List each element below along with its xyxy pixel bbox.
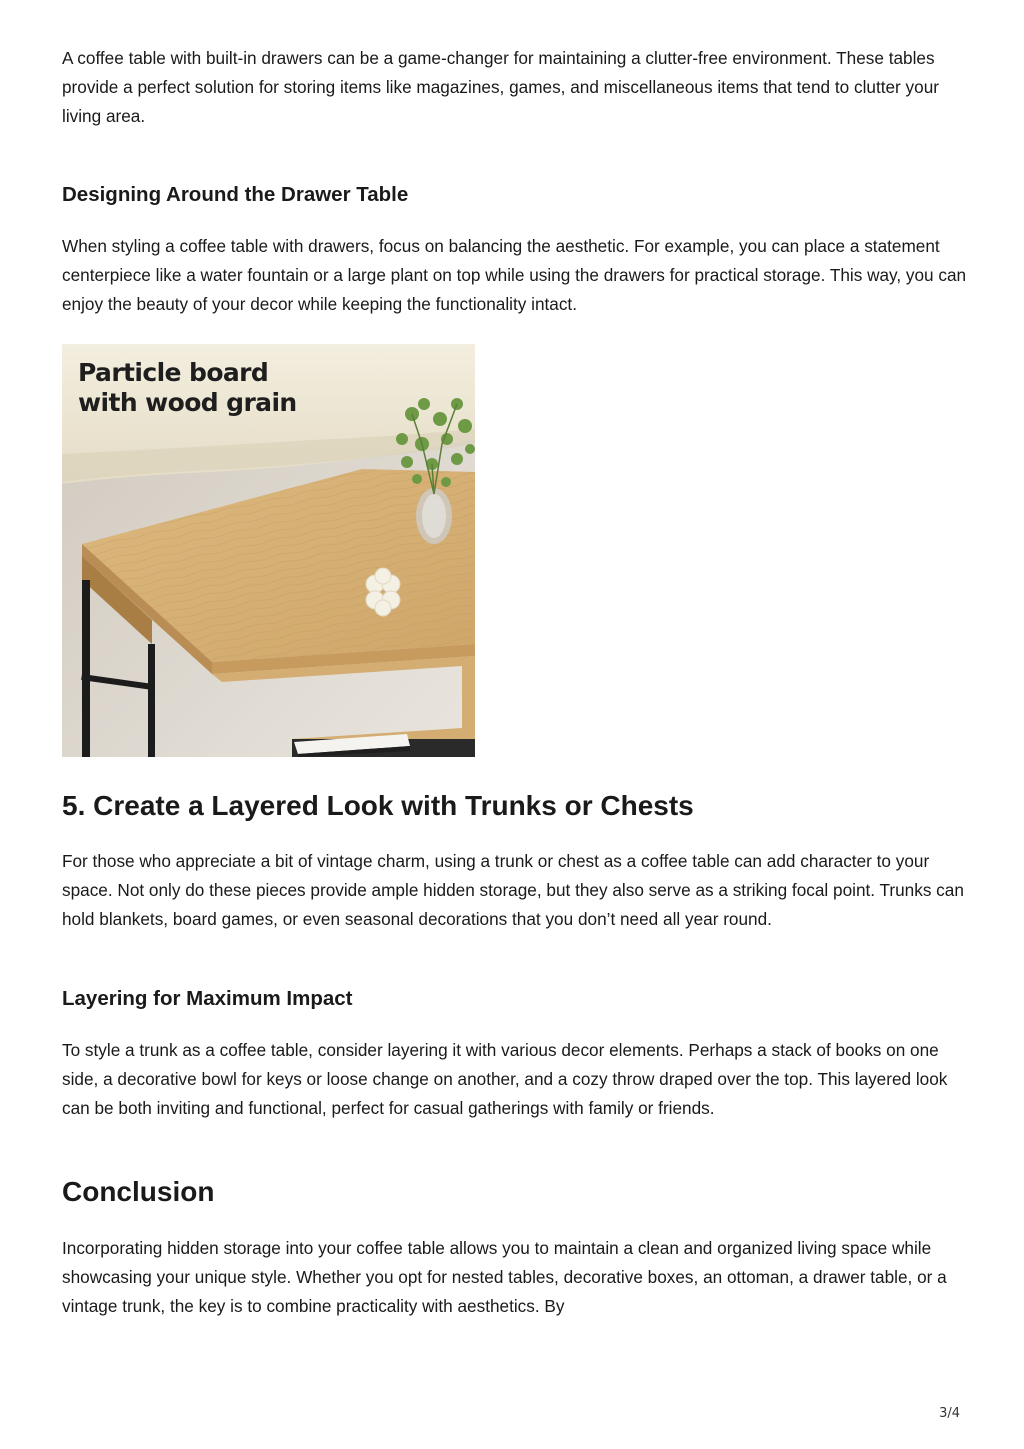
trunks-section-paragraph: For those who appreciate a bit of vintage charm, using a trunk or chest as a coffee table can add character to your space. Not only do these pieces provide ample hidden storage, but they also serve as a striking focal point. Trunks can hold blankets, board games, or even seasonal decorations that you don’t need all year round. — [62, 851, 964, 929]
conclusion-heading: Conclusion — [62, 1176, 215, 1207]
conclusion-paragraph: Incorporating hidden storage into your coffee table allows you to maintain a clean and organized living space while showcasing your unique style. Whether you opt for nested tables, decorative boxes, an ottoman, a drawer table, or a vintage trunk, the key is to combine practicality with aesthetics. By — [62, 1238, 947, 1316]
intro-paragraph: A coffee table with built-in drawers can be a game-changer for maintaining a clutter-free environment. These tables provide a perfect solution for storing items like magazines, games, and miscellaneous items that tend to clutter your living area. — [62, 48, 939, 126]
trunks-section-heading: 5. Create a Layered Look with Trunks or Chests — [62, 790, 694, 821]
drawer-section-paragraph: When styling a coffee table with drawers, focus on balancing the aesthetic. For example, you can place a statement centerpiece like a water fountain or a large plant on top while using the drawers for practical storage. This way, you can enjoy the beauty of your decor while keeping the functionality intact. — [62, 236, 967, 314]
image-caption: Particle board with wood grain — [78, 358, 297, 417]
layering-section-paragraph: To style a trunk as a coffee table, consider layering it with various decor elements. Perhaps a stack of books on one side, a decorative bowl for keys or loose change on another, and a cozy throw draped over the top. This layered look can be both inviting and functional, perfect for casual gatherings with family or friends. — [62, 1040, 948, 1118]
page-number: 3/4 — [939, 1406, 960, 1421]
layering-section-heading: Layering for Maximum Impact — [62, 987, 353, 1010]
product-image — [62, 344, 475, 757]
drawer-section-heading: Designing Around the Drawer Table — [62, 183, 409, 206]
